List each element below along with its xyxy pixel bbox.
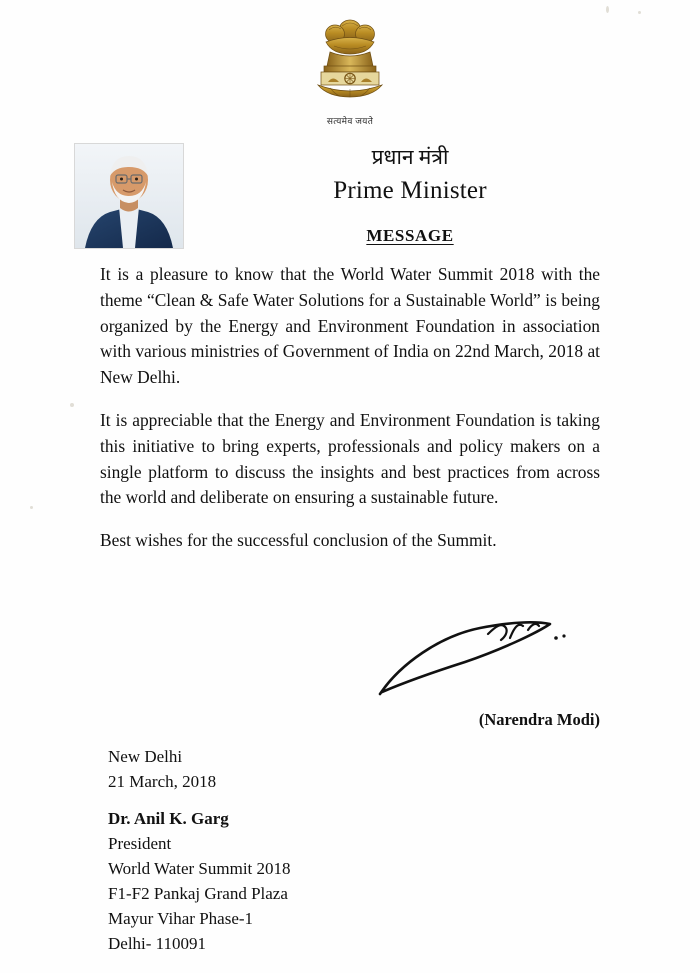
message-label: MESSAGE — [366, 226, 454, 245]
signature-name: (Narendra Modi) — [478, 710, 600, 729]
recipient-address-line-2: Mayur Vihar Phase-1 — [108, 909, 254, 928]
recipient-address-line-1: F1-F2 Pankaj Grand Plaza — [108, 884, 288, 903]
title-block — [200, 145, 620, 206]
paragraph: It is a pleasure to know that the World Water Summit 2018 with the theme “Clean & Safe Water Solutions for a Sustainable World” is being organized by the Energy and Environment Foundation in association with various ministries of Government of India on 22nd March, 2018 at New Delhi. — [100, 264, 600, 388]
recipient-organization: World Water Summit 2018 — [108, 859, 291, 878]
message-body — [100, 262, 600, 554]
scan-speck — [606, 6, 609, 13]
emblem-motto: सत्यमेव जयते — [326, 116, 374, 126]
scan-speck — [30, 506, 33, 509]
recipient-name: Dr. Anil K. Garg — [108, 809, 229, 828]
footer-place: New Delhi — [108, 747, 183, 766]
recipient-title: President — [108, 834, 172, 853]
handwritten-signature — [360, 604, 610, 714]
recipient-address-line-3: Delhi- 110091 — [108, 934, 207, 953]
paragraph: It is appreciable that the Energy and Environment Foundation is taking this initiative to bring experts, professionals and policy makers on a single platform to discuss the insights and best practices from across the world and deliberate on ensuring a sustainable future. — [100, 409, 600, 508]
title-hindi: प्रधान मंत्री — [371, 145, 449, 169]
india-state-emblem-icon — [304, 16, 396, 128]
scan-speck — [70, 403, 74, 407]
prime-minister-portrait — [74, 143, 184, 249]
scan-speck — [638, 11, 641, 14]
footer-date: 21 March, 2018 — [108, 772, 217, 791]
page-title: Prime Minister — [333, 177, 487, 205]
footer-spacer — [108, 794, 578, 806]
footer-block — [108, 744, 578, 956]
paragraph: Best wishes for the successful conclusion of the Summit. — [100, 530, 497, 551]
emblem-container — [0, 16, 700, 129]
